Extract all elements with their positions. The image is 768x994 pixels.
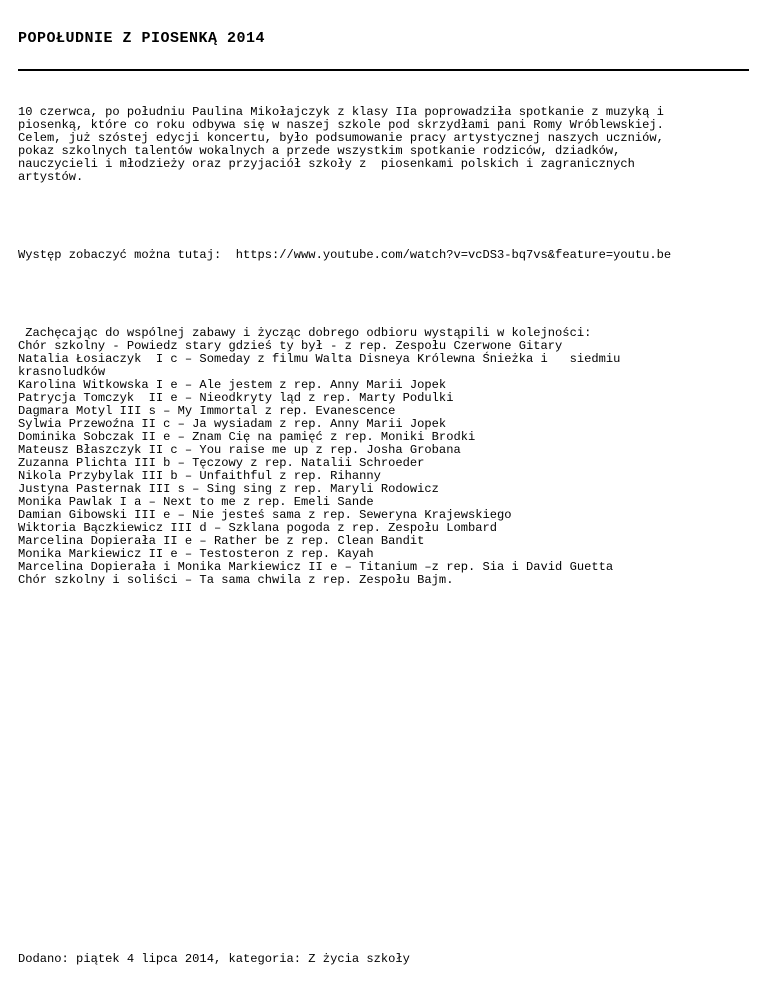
program-line: Chór szkolny i soliści – Ta sama chwila z rep. Zespołu Bajm. xyxy=(18,573,454,587)
spacer xyxy=(18,288,753,301)
intro-paragraph xyxy=(18,106,753,184)
intro-line: Celem, już szóstej edycji koncertu, było podsumowanie pracy artystycznej naszych uczniów, xyxy=(18,131,664,145)
program-line: krasnoludków xyxy=(18,365,106,379)
article-body xyxy=(18,80,753,600)
program-line: Wiktoria Bączkiewicz III d – Szklana pogoda z rep. Zespołu Lombard xyxy=(18,521,497,535)
video-line xyxy=(18,249,753,262)
program-line: Zachęcając do wspólnej zabawy i życząc dobrego odbioru wystąpili w kolejności: xyxy=(18,326,592,340)
program-line: Sylwia Przewoźna II c – Ja wysiadam z rep. Anny Marii Jopek xyxy=(18,417,447,431)
page-title: POPOŁUDNIE Z PIOSENKĄ 2014 xyxy=(18,30,266,47)
program-line: Monika Markiewicz II e – Testosteron z rep. Kayah xyxy=(18,547,374,561)
program-line: Marcelina Dopierała II e – Rather be z rep. Clean Bandit xyxy=(18,534,425,548)
intro-line: artystów. xyxy=(18,170,84,184)
program-list xyxy=(18,327,753,587)
intro-line: 10 czerwca, po południu Paulina Mikołajczyk z klasy IIa poprowadziła spotkanie z muzyką i xyxy=(18,105,664,119)
program-line: Dominika Sobczak II e – Znam Cię na pamięć z rep. Moniki Brodki xyxy=(18,430,476,444)
program-line: Patrycja Tomczyk II e – Nieodkryty ląd z rep. Marty Podulki xyxy=(18,391,454,405)
program-line: Marcelina Dopierała i Monika Markiewicz II e – Titanium –z rep. Sia i David Guetta xyxy=(18,560,614,574)
program-line: Zuzanna Plichta III b – Tęczowy z rep. Natalii Schroeder xyxy=(18,456,425,470)
program-line: Monika Pawlak I a – Next to me z rep. Emeli Sande xyxy=(18,495,374,509)
spacer xyxy=(18,210,753,223)
program-line: Karolina Witkowska I e – Ale jestem z rep. Anny Marii Jopek xyxy=(18,378,447,392)
video-label: Występ zobaczyć można tutaj: xyxy=(18,248,222,262)
post-footer: Dodano: piątek 4 lipca 2014, kategoria: Z życia szkoły xyxy=(18,952,410,966)
program-line: Damian Gibowski III e – Nie jesteś sama z rep. Seweryna Krajewskiego xyxy=(18,508,512,522)
program-line: Chór szkolny - Powiedz stary gdzieś ty był - z rep. Zespołu Czerwone Gitary xyxy=(18,339,563,353)
program-line: Mateusz Błaszczyk II c – You raise me up z rep. Josha Grobana xyxy=(18,443,461,457)
program-line: Nikola Przybylak III b – Unfaithful z rep. Rihanny xyxy=(18,469,381,483)
intro-line: piosenką, które co roku odbywa się w naszej szkole pod skrzydłami pani Romy Wróblewskiej. xyxy=(18,118,664,132)
video-link[interactable]: https://www.youtube.com/watch?v=vcDS3-bq7vs&feature=youtu.be xyxy=(235,248,672,262)
program-line: Dagmara Motyl III s – My Immortal z rep. Evanescence xyxy=(18,404,396,418)
title-divider xyxy=(18,69,749,71)
intro-line: nauczycieli i młodzieży oraz przyjaciół szkoły z piosenkami polskich i zagranicznych xyxy=(18,157,635,171)
program-line: Natalia Łosiaczyk I c – Someday z filmu Walta Disneya Królewna Śnieżka i siedmiu xyxy=(18,352,621,366)
intro-line: pokaz szkolnych talentów wokalnych a przede wszystkim spotkanie rodziców, dziadków, xyxy=(18,144,621,158)
program-line: Justyna Pasternak III s – Sing sing z rep. Maryli Rodowicz xyxy=(18,482,439,496)
